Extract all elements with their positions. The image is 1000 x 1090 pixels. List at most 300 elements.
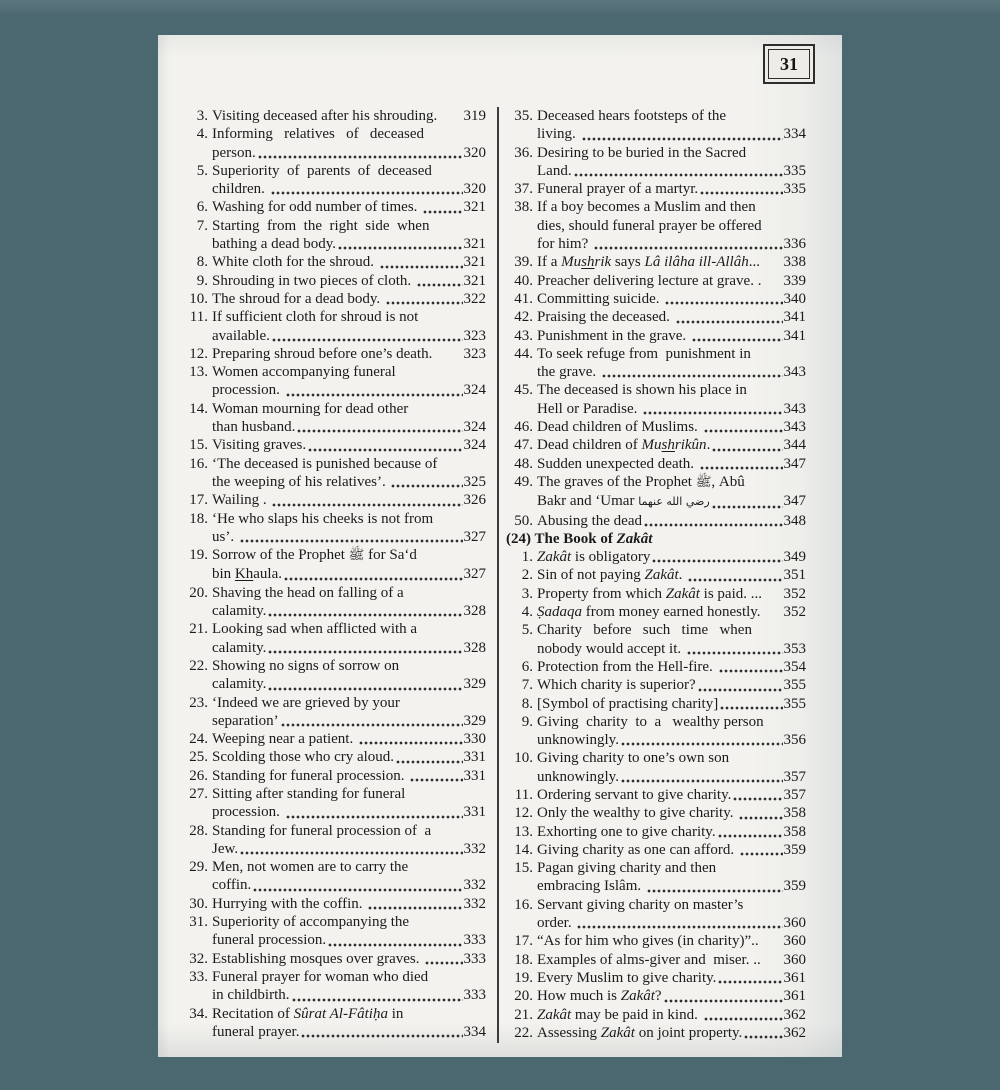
dot-leader	[410, 778, 462, 782]
entry-number: 29.	[189, 859, 208, 876]
entry-text: Preacher delivering lecture at grave. .	[537, 272, 762, 289]
entry-number: 14.	[514, 841, 533, 858]
entry-text-line: Funeral prayer for woman who died	[212, 968, 429, 985]
entry-text: Giving charity as one can afford.	[537, 841, 738, 858]
entry-text: than husband.	[212, 419, 296, 436]
dot-leader	[764, 596, 783, 600]
entry-text: calamity.	[212, 639, 267, 656]
entry-page-number: 331	[463, 804, 486, 821]
entry-page-number: 334	[463, 1023, 486, 1040]
entry-text: procession.	[212, 382, 284, 399]
entry-text: Preparing shroud before one’s death.	[212, 345, 437, 362]
entry-page-number: 361	[783, 969, 806, 986]
toc-entry	[180, 785, 486, 822]
entry-text: Ordering servant to give charity.	[537, 786, 732, 803]
entry-page-number: 343	[783, 364, 806, 381]
dot-leader	[720, 706, 782, 710]
entry-page-number: 359	[783, 878, 806, 895]
entry-number: 8.	[196, 254, 208, 271]
entry-number: 25.	[189, 749, 208, 766]
entry-page-number: 328	[463, 603, 486, 620]
book-page	[158, 35, 842, 1057]
entry-page-number: 321	[463, 254, 486, 271]
toc-entry	[505, 253, 806, 271]
entry-text-line: Showing no signs of sorrow on	[212, 657, 400, 674]
dot-leader	[704, 1017, 783, 1021]
entry-text-line: Sitting after standing for funeral	[212, 785, 406, 802]
entry-text-line: Pagan giving charity and then	[537, 860, 717, 877]
entry-page-number: 324	[463, 382, 486, 399]
entry-text-line: Servant giving charity on master’s	[537, 896, 744, 913]
entry-text: the grave.	[537, 364, 600, 381]
entry-text-line: Starting from the right side when	[212, 217, 430, 234]
entry-text: Every Muslim to give charity.	[537, 969, 717, 986]
toc-entry	[180, 546, 486, 584]
toc-entry	[180, 913, 486, 950]
toc-entry	[180, 730, 486, 748]
toc-entry	[505, 1006, 806, 1024]
entry-text: Praising the deceased.	[537, 309, 674, 326]
entry-text: living.	[537, 126, 580, 143]
entry-text: separation’	[212, 712, 279, 729]
toc-entry	[180, 308, 486, 345]
toc-entry	[180, 748, 486, 766]
entry-text-line: To seek refuge from punishment in	[537, 345, 751, 362]
entry-text: Sudden unexpected death.	[537, 455, 698, 472]
dot-leader	[271, 191, 463, 195]
entry-page-number: 347	[783, 493, 806, 510]
entry-text-line: Woman mourning for dead other	[212, 400, 409, 417]
toc-entry	[505, 823, 806, 841]
dot-leader	[268, 613, 462, 617]
dot-leader	[718, 834, 783, 838]
entry-number: 23.	[189, 694, 208, 711]
entry-number: 10.	[514, 750, 533, 767]
dot-leader	[286, 815, 463, 819]
dot-leader	[272, 338, 463, 342]
entry-page-number: 329	[463, 676, 486, 693]
dot-leader	[763, 283, 782, 287]
entry-text: Zakât is obligatory	[537, 549, 651, 566]
entry-page-number: 358	[783, 823, 806, 840]
entry-text: funeral prayer.	[212, 1023, 300, 1040]
entry-number: 45.	[514, 382, 533, 399]
dot-leader	[582, 137, 783, 141]
entry-text: calamity.	[212, 676, 267, 693]
toc-entry	[505, 713, 806, 750]
entry-number: 39.	[514, 254, 533, 271]
dot-leader	[253, 888, 462, 892]
entry-text-line: The graves of the Prophet ﷺ, Abû	[537, 473, 745, 490]
entry-text-line: Charity before such time when	[537, 622, 752, 639]
toc-entry	[505, 859, 806, 896]
entry-page-number: 327	[463, 528, 486, 545]
dot-leader	[643, 411, 782, 415]
entry-number: 13.	[514, 823, 533, 840]
entry-number: 50.	[514, 512, 533, 529]
entry-text-line: Superiority of accompanying the	[212, 914, 410, 931]
entry-page-number: 343	[783, 419, 806, 436]
entry-number: 22.	[514, 1024, 533, 1041]
entry-number: 11.	[514, 786, 533, 803]
entry-text: coffin.	[212, 877, 252, 894]
entry-text: bathing a dead body.	[212, 236, 336, 253]
dot-leader	[368, 906, 462, 910]
toc-entry	[505, 436, 806, 454]
entry-page-number: 343	[783, 400, 806, 417]
dot-leader	[594, 246, 783, 250]
entry-text: Visiting graves.	[212, 437, 307, 454]
entry-number: 26.	[189, 767, 208, 784]
dot-leader	[425, 961, 462, 965]
entry-number: 49.	[514, 473, 533, 490]
dot-leader	[744, 1035, 782, 1039]
entry-page-number: 321	[463, 272, 486, 289]
dot-leader	[338, 246, 463, 250]
entry-page-number: 324	[463, 419, 486, 436]
dot-leader	[676, 320, 783, 324]
entry-page-number: 341	[783, 327, 806, 344]
entry-text: Dead children of Muslims.	[537, 419, 702, 436]
entry-number: 30.	[189, 895, 208, 912]
entry-text: for him?	[537, 236, 592, 253]
entry-text-line: Giving charity to a wealthy person	[537, 713, 764, 730]
toc-entry	[505, 198, 806, 253]
entry-number: 42.	[514, 309, 533, 326]
toc-entry	[180, 895, 486, 913]
entry-page-number: 360	[783, 951, 806, 968]
toc-entry	[505, 896, 806, 933]
dot-leader	[652, 559, 782, 563]
entry-number: 6.	[521, 658, 533, 675]
entry-page-number: 352	[783, 585, 806, 602]
dot-leader	[359, 741, 463, 745]
entry-number: 15.	[514, 860, 533, 877]
dot-leader	[577, 925, 782, 929]
dot-leader	[297, 429, 462, 433]
toc-entry	[180, 584, 486, 621]
entry-text-line: The deceased is shown his place in	[537, 382, 747, 399]
entry-number: 40.	[514, 272, 533, 289]
dot-leader	[328, 943, 462, 947]
entry-page-number: 341	[783, 309, 806, 326]
entry-text: Washing for odd number of times.	[212, 199, 422, 216]
entry-number: 44.	[514, 345, 533, 362]
toc-entry	[505, 987, 806, 1005]
entry-number: 5.	[196, 162, 208, 179]
entry-text-line: If sufficient cloth for shroud is not	[212, 309, 419, 326]
entry-text: Sin of not paying Zakât.	[537, 567, 687, 584]
toc-column-left	[180, 107, 486, 1041]
dot-leader	[308, 448, 462, 452]
entry-number: 11.	[189, 309, 208, 326]
entry-page-number: 352	[783, 604, 806, 621]
entry-number: 41.	[514, 290, 533, 307]
toc-entry	[505, 290, 806, 308]
toc-entry	[505, 1024, 806, 1042]
entry-text: us’.	[212, 528, 238, 545]
dot-leader	[762, 265, 783, 269]
toc-entry	[180, 345, 486, 363]
entry-page-number: 323	[463, 327, 486, 344]
toc-entry	[180, 253, 486, 271]
toc-entry	[505, 603, 806, 621]
entry-text-line: Women accompanying funeral	[212, 364, 396, 381]
entry-page-number: 347	[783, 455, 806, 472]
dot-leader	[644, 523, 783, 527]
toc-entry	[505, 272, 806, 290]
entry-number: 15.	[189, 437, 208, 454]
entry-number: 19.	[514, 969, 533, 986]
entry-number: 6.	[196, 199, 208, 216]
toc-entry	[180, 822, 486, 859]
entry-page-number: 336	[783, 236, 806, 253]
toc-entry	[180, 400, 486, 437]
toc-entry	[180, 1005, 486, 1042]
entry-page-number: 344	[783, 437, 806, 454]
toc-entry	[505, 658, 806, 676]
entry-text: Assessing Zakât on joint property.	[537, 1024, 743, 1041]
dot-leader	[664, 999, 783, 1003]
toc-entry	[505, 180, 806, 198]
dot-leader	[733, 797, 782, 801]
entry-number: 18.	[189, 510, 208, 527]
toc-entry	[180, 694, 486, 731]
toc-entry	[505, 804, 806, 822]
dot-leader	[423, 210, 462, 214]
entry-number: 1.	[521, 549, 533, 566]
entry-page-number: 326	[463, 492, 486, 509]
entry-number: 16.	[514, 896, 533, 913]
entry-number: 10.	[189, 290, 208, 307]
entry-number: 27.	[189, 785, 208, 802]
dot-leader	[574, 173, 783, 177]
entry-text: Bakr and ‘Umar رضي الله عنهما	[537, 493, 710, 510]
entry-number: 16.	[189, 455, 208, 472]
entry-text: Jew.	[212, 840, 239, 857]
entry-page-number: 357	[783, 768, 806, 785]
entry-number: 20.	[189, 584, 208, 601]
entry-text-line: Standing for funeral procession of a	[212, 822, 432, 839]
entry-page-number: 334	[783, 126, 806, 143]
toc-entry	[180, 436, 486, 454]
entry-text: Land.	[537, 162, 572, 179]
entry-page-number: 327	[463, 566, 486, 583]
entry-number: 28.	[189, 822, 208, 839]
entry-text: Committing suicide.	[537, 290, 664, 307]
entry-text-line: Informing relatives of deceased	[212, 126, 424, 143]
dot-leader	[438, 356, 462, 360]
entry-number: 12.	[189, 345, 208, 362]
entry-number: 24.	[189, 731, 208, 748]
dot-leader	[284, 577, 463, 581]
entry-text: Examples of alms-giver and miser. ..	[537, 951, 761, 968]
dot-leader	[647, 889, 783, 893]
entry-page-number: 360	[783, 915, 806, 932]
dot-leader	[700, 466, 783, 470]
dot-leader	[292, 998, 463, 1002]
entry-text: Scolding those who cry aloud.	[212, 749, 395, 766]
dot-leader	[687, 651, 783, 655]
entry-number: 31.	[189, 914, 208, 931]
entry-page-number: 351	[783, 567, 806, 584]
toc-entry	[180, 198, 486, 216]
dot-leader	[621, 742, 783, 746]
toc-entry	[505, 951, 806, 969]
entry-number: 18.	[514, 951, 533, 968]
toc-entry	[180, 107, 486, 125]
entry-number: 5.	[521, 622, 533, 639]
dot-leader	[268, 687, 462, 691]
dot-leader	[268, 650, 462, 654]
entry-page-number: 332	[463, 840, 486, 857]
entry-page-number: 349	[783, 549, 806, 566]
entry-page-number: 340	[783, 290, 806, 307]
entry-page-number: 360	[783, 933, 806, 950]
entry-text-line: ‘The deceased is punished because of	[212, 455, 438, 472]
toc-entry	[180, 162, 486, 199]
entry-text: available.	[212, 327, 270, 344]
toc-entry	[505, 512, 806, 530]
entry-page-number: 321	[463, 236, 486, 253]
entry-number: 20.	[514, 988, 533, 1005]
entry-text: nobody would accept it.	[537, 640, 685, 657]
dot-leader	[704, 429, 783, 433]
entry-number: 35.	[514, 108, 533, 124]
entry-page-number: 323	[463, 345, 486, 362]
entry-text: Punishment in the grave.	[537, 327, 690, 344]
entry-text: Standing for funeral procession.	[212, 767, 409, 784]
entry-number: 19.	[189, 547, 208, 564]
toc-entry	[505, 749, 806, 786]
entry-text: The shroud for a dead body.	[212, 290, 384, 307]
entry-number: 9.	[196, 272, 208, 289]
entry-number: 48.	[514, 455, 533, 472]
entry-text-line: dies, should funeral prayer be offered	[537, 217, 762, 234]
toc-entry	[180, 491, 486, 509]
entry-page-number: 353	[783, 640, 806, 657]
dot-leader	[739, 816, 782, 820]
entry-page-number: 356	[783, 732, 806, 749]
entry-page-number: 332	[463, 895, 486, 912]
toc-entry	[505, 107, 806, 144]
dot-leader	[712, 448, 782, 452]
entry-text-line: Recitation of Sûrat Al-Fâtiḥa in	[212, 1005, 404, 1022]
entry-page-number: 355	[783, 677, 806, 694]
entry-text: Funeral prayer of a martyr.	[537, 181, 699, 198]
dot-leader	[700, 191, 782, 195]
entry-page-number: 359	[783, 841, 806, 858]
entry-number: 7.	[521, 677, 533, 694]
toc-entry	[180, 363, 486, 400]
toc-entry	[180, 272, 486, 290]
toc-entry	[180, 125, 486, 162]
toc-entry	[505, 841, 806, 859]
dot-leader	[692, 338, 783, 342]
entry-text-line: Superiority of parents of deceased	[212, 162, 432, 179]
entry-text: Wailing .	[212, 492, 271, 509]
toc-entry	[505, 621, 806, 658]
toc-entry	[505, 381, 806, 418]
entry-text: Hell or Paradise.	[537, 400, 642, 417]
entry-text: calamity.	[212, 603, 267, 620]
dot-leader	[718, 980, 782, 984]
toc-entry	[505, 473, 806, 512]
entry-number: 46.	[514, 419, 533, 436]
entry-text: embracing Islâm.	[537, 878, 645, 895]
dot-leader	[396, 760, 462, 764]
entry-number: 3.	[521, 585, 533, 602]
entry-text: order.	[537, 915, 576, 932]
entry-number: 17.	[514, 933, 533, 950]
entry-text: Shrouding in two pieces of cloth.	[212, 272, 415, 289]
entry-number: 21.	[514, 1006, 533, 1023]
entry-page-number: 339	[783, 272, 806, 289]
entry-number: 43.	[514, 327, 533, 344]
entry-page-number: 348	[783, 512, 806, 529]
dot-leader	[281, 723, 463, 727]
entry-number: 7.	[196, 217, 208, 234]
entry-number: 2.	[521, 567, 533, 584]
entry-page-number: 333	[463, 950, 486, 967]
entry-page-number: 325	[463, 473, 486, 490]
entry-page-number: 328	[463, 639, 486, 656]
entry-page-number: 333	[463, 987, 486, 1004]
entry-page-number: 362	[783, 1024, 806, 1041]
entry-text: bin Khaula.	[212, 566, 282, 583]
entry-text-line: Giving charity to one’s own son	[537, 750, 730, 767]
dot-leader	[761, 944, 783, 948]
entry-text-line: Shaving the head on falling of a	[212, 584, 404, 601]
entry-text: Dead children of Mushrikûn.	[537, 437, 711, 454]
column-divider	[497, 107, 499, 1043]
toc-entry	[505, 676, 806, 694]
entry-page-number: 354	[783, 658, 806, 675]
entry-text: How much is Zakât?	[537, 988, 662, 1005]
entry-text: person.	[212, 144, 256, 161]
dot-leader	[712, 505, 783, 509]
entry-page-number: 321	[463, 199, 486, 216]
dot-leader	[740, 852, 783, 856]
entry-text-line: ‘Indeed we are grieved by your	[212, 694, 400, 711]
entry-number: 8.	[521, 695, 533, 712]
entry-text: Abusing the dead	[537, 512, 642, 529]
entry-page-number: 335	[783, 162, 806, 179]
entry-page-number: 331	[463, 767, 486, 784]
dot-leader	[286, 393, 463, 397]
entry-text-line: Looking sad when afflicted with a	[212, 621, 418, 638]
entry-text: unknowingly.	[537, 768, 619, 785]
entry-text: Zakât may be paid in kind.	[537, 1006, 702, 1023]
entry-text: Ṣadaqa from money earned honestly.	[537, 604, 761, 621]
entry-number: 37.	[514, 181, 533, 198]
entry-text-line: If a boy becomes a Muslim and then	[537, 199, 756, 216]
toc-entry	[505, 548, 806, 566]
entry-number: 4.	[196, 126, 208, 143]
toc-entry	[505, 695, 806, 713]
dot-leader	[391, 484, 462, 488]
entry-text: Weeping near a patient.	[212, 731, 357, 748]
toc-entry	[180, 620, 486, 657]
entry-text-line: Desiring to be buried in the Sacred	[537, 144, 747, 161]
dot-leader	[719, 669, 783, 673]
entry-number: 9.	[521, 713, 533, 730]
entry-text-line: Men, not women are to carry the	[212, 859, 409, 876]
entry-text: Property from which Zakât is paid. ...	[537, 585, 762, 602]
entry-text-line: Deceased hears footsteps of the	[537, 108, 727, 124]
entry-number: 47.	[514, 437, 533, 454]
toc-entry	[180, 455, 486, 492]
